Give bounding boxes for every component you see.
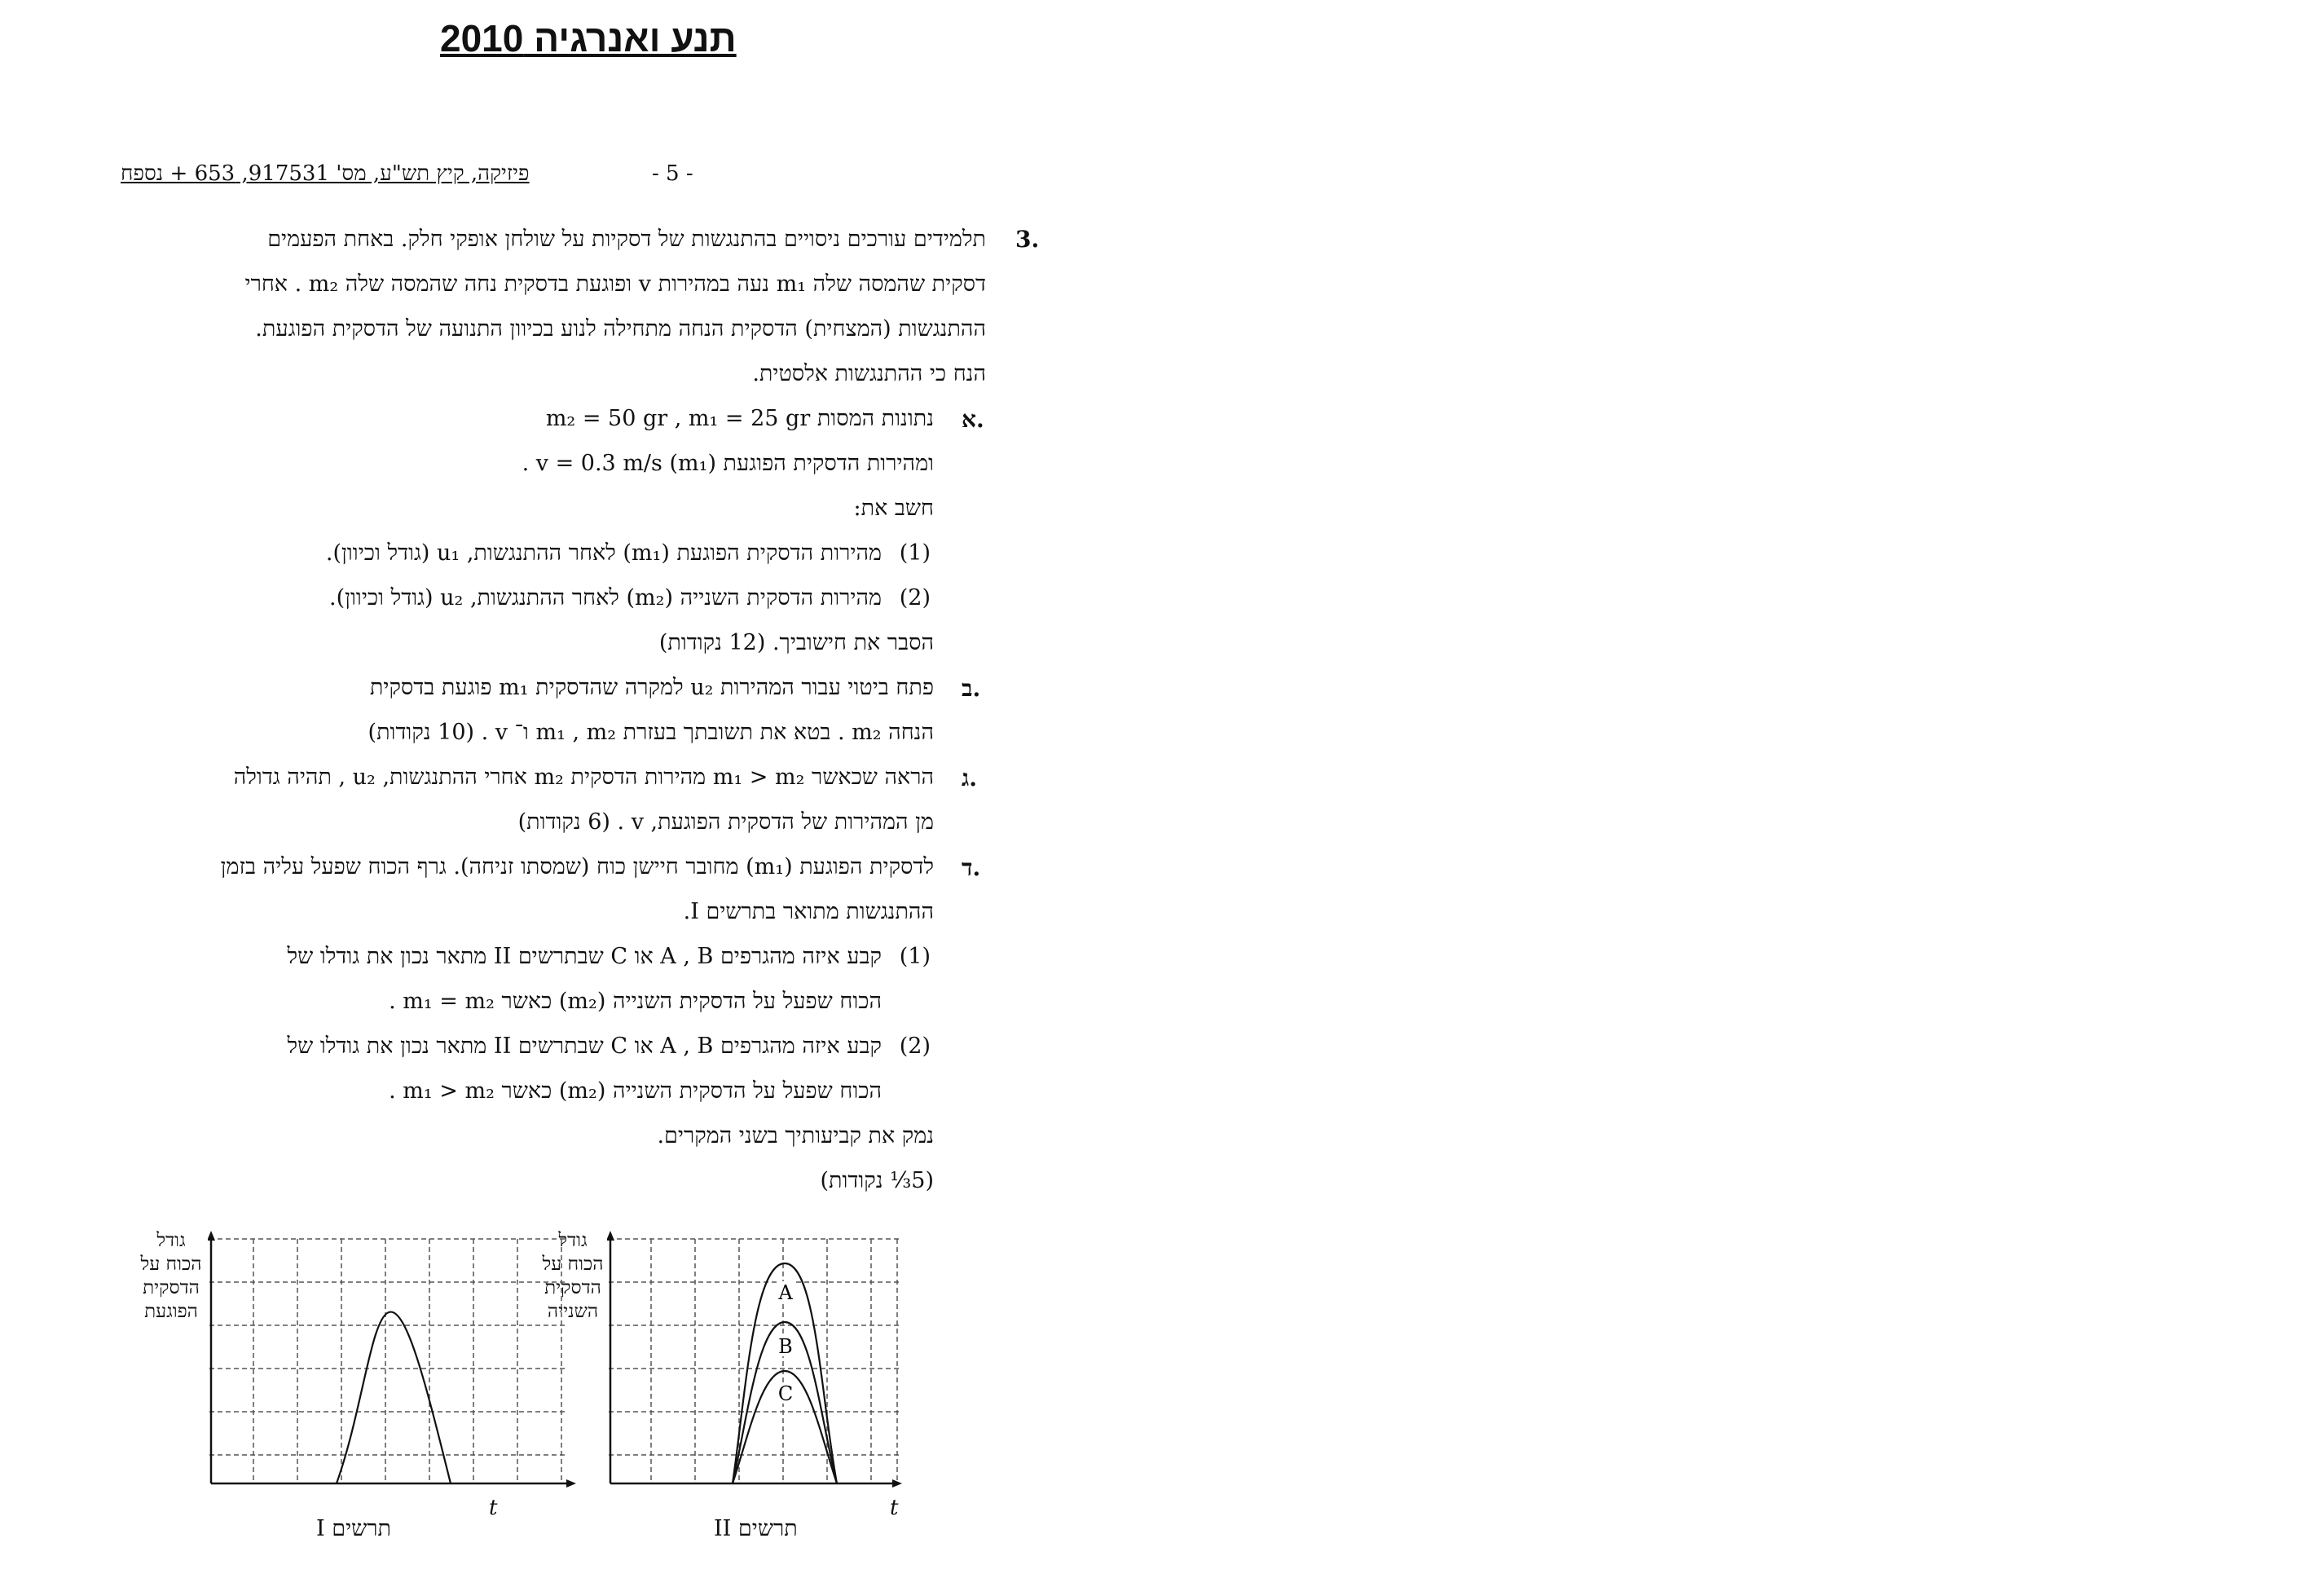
graph2-curve-label-a: A <box>778 1281 793 1304</box>
graph2-arrow-x <box>892 1479 902 1488</box>
graph2-ylabel-line: גודל <box>558 1230 588 1251</box>
part-c-line: הראה שכאשר m₁ > m₂ מהירות הדסקית m₂ אחרי ההתנגשות, u₂ , תהיה גדולה <box>233 765 934 790</box>
part-d-item-line: הכוח שפעל על הדסקית השנייה (m₂) כאשר m₁ = m₂ . <box>389 989 882 1014</box>
intro-line: דסקית שהמסה שלה m₁ נעה במהירות v ופוגעת בדסקית נחה שהמסה שלה m₂ . אחרי <box>244 271 986 297</box>
intro-line: ההתנגשות (המצחית) הדסקית הנחה מתחילה לנוע בכיוון התנועה של הדסקית הפוגעת. <box>255 316 986 342</box>
graph1-ylabel <box>122 1229 220 1324</box>
graph2-ylabel-line: הדסקית <box>544 1277 601 1298</box>
graph2-arrow-y <box>607 1231 614 1241</box>
graph2-grid <box>609 1239 899 1483</box>
graph2-axes <box>610 1234 899 1483</box>
intro-line: תלמידים עורכים ניסויים בהתנגשות של דסקיות על שולחן אופקי חלק. באחת הפעמים <box>267 227 986 252</box>
part-d-item-line: קבע איזה מהגרפים A , B או C שבתרשים II מתאר נכון את גודלו של <box>287 944 882 969</box>
graph2 <box>607 1231 917 1500</box>
graph1-arrow-x <box>566 1479 576 1488</box>
graph1-arrow-y <box>208 1231 215 1241</box>
part-d-reason: נמק את קביעותיך בשני המקרים. <box>657 1123 934 1148</box>
part-a-line: ומהירות הדסקית הפוגעת (m₁) v = 0.3 m/s . <box>522 451 934 476</box>
part-a-item-num: (2) <box>899 585 931 610</box>
graph2-caption: תרשים II <box>714 1516 798 1541</box>
graph1-ylabel-line: גודל <box>156 1230 186 1251</box>
part-c-letter: ג. <box>962 765 977 791</box>
part-d-line: לדסקית הפוגעת (m₁) מחובר חיישן כוח (שמסתו זניחה). גרף הכוח שפעל עליה בזמן <box>220 854 934 879</box>
part-a-letter: א. <box>962 406 984 433</box>
part-b-line: הנחה m₂ . בטא את תשובתך בעזרת m₁ , m₂ ו־ v . (10 נקודות) <box>368 720 934 745</box>
part-d-letter: ד. <box>962 854 981 881</box>
graph2-curve-label-c: C <box>777 1382 794 1405</box>
graph1-ylabel-line: הדסקית <box>143 1277 200 1298</box>
part-d-item-line: קבע איזה מהגרפים A , B או C שבתרשים II מתאר נכון את גודלו של <box>287 1034 882 1059</box>
graph1-force-curve <box>337 1312 451 1483</box>
page-title: תנע ואנרגיה 2010 <box>440 17 737 60</box>
question-number: 3. <box>1015 226 1040 253</box>
part-a-explain: הסבר את חישוביך. (12 נקודות) <box>658 630 934 655</box>
part-a-item-text: מהירות הדסקית הפוגעת (m₁) לאחר ההתנגשות, u₁ (גודל וכיוון). <box>325 540 882 566</box>
part-d-item-num: (1) <box>899 944 931 969</box>
page-number: - 5 - <box>652 161 693 186</box>
graph1-caption: תרשים I <box>316 1516 392 1541</box>
part-d-line: ההתנגשות מתואר בתרשים I. <box>683 899 934 924</box>
part-b-letter: ב. <box>962 675 981 702</box>
part-d-points: (5⅓ נקודות) <box>820 1168 934 1193</box>
part-d-item-num: (2) <box>899 1034 931 1059</box>
graph2-ylabel <box>528 1229 618 1324</box>
exam-header: פיזיקה, קיץ תש"ע, מס' 917531, 653 + נספח <box>121 161 530 186</box>
part-b-line: פתח ביטוי עבור המהירות u₂ למקרה שהדסקית m₁ פוגעת בדסקית <box>369 675 934 700</box>
part-a-item-text: מהירות הדסקית השנייה (m₂) לאחר ההתנגשות, u₂ (גודל וכיוון). <box>329 585 882 610</box>
part-a-item-num: (1) <box>899 540 931 566</box>
graph2-t-label: t <box>890 1496 899 1520</box>
graph1-ylabel-line: הכוח על <box>140 1254 202 1275</box>
graph2-ylabel-line: הכוח על <box>542 1254 604 1275</box>
graph1-ylabel-line: הפוגעת <box>144 1301 198 1322</box>
part-d-item-line: הכוח שפעל על הדסקית השנייה (m₂) כאשר m₁ > m₂ . <box>389 1078 882 1104</box>
intro-line: הנח כי ההתנגשות אלסטית. <box>752 361 986 386</box>
part-c-line: מן המהירות של הדסקית הפוגעת, v . (6 נקודות) <box>517 809 934 835</box>
graph2-ylabel-line: השנייה <box>547 1301 599 1322</box>
part-a-line: נתונות המסות m₂ = 50 gr , m₁ = 25 gr <box>545 406 934 431</box>
graph1-t-label: t <box>489 1496 498 1520</box>
graph1-axes <box>211 1234 573 1483</box>
part-a-line: חשב את: <box>853 496 934 521</box>
graph1-grid <box>209 1239 566 1483</box>
graph2-curve-label-b: B <box>778 1335 793 1358</box>
